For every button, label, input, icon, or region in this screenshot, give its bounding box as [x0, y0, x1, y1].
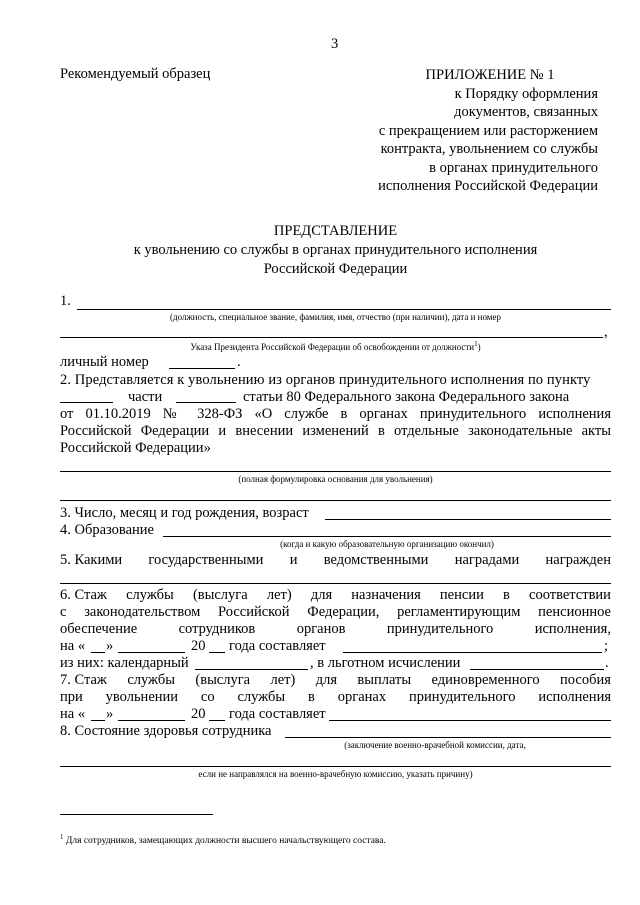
item1-field2[interactable] — [60, 337, 603, 338]
item6-year-suffix: года составляет — [229, 638, 326, 654]
item6-preferential-label: , в льготном исчислении — [310, 655, 461, 671]
title-main: ПРЕДСТАВЛЕНИЕ — [273, 223, 398, 239]
footnote-marker: 1 — [60, 833, 64, 841]
footnote-text: Для сотрудников, замещающих должности высшего начальствующего состава. — [65, 836, 386, 847]
personal-number-label: личный номер — [60, 354, 149, 370]
item7-date-close: » — [106, 706, 114, 722]
item6-calendar-label: из них: календарный — [60, 655, 189, 671]
item2-part-field[interactable] — [176, 402, 236, 403]
item7-year-prefix: 20 — [191, 706, 206, 722]
item7-year-suffix: года составляет — [229, 706, 326, 722]
item6-period: . — [605, 655, 609, 671]
item5-line: 5. Какими государственными и ведомственными наградами награжден — [60, 552, 611, 568]
title-line2: Российской Федерации — [263, 261, 408, 277]
item8-caption1: (заключение военно-врачебной комиссии, дата, — [344, 740, 526, 750]
appendix-line: с прекращением или расторжением — [378, 122, 598, 139]
item5-field[interactable] — [60, 583, 611, 584]
item7-year-field[interactable] — [209, 720, 225, 721]
recommended-sample-label: Рекомендуемый образец — [60, 66, 211, 82]
item6-calendar-field[interactable] — [195, 669, 308, 670]
appendix-line: документов, связанных — [454, 104, 598, 120]
item2-article-text: статьи 80 Федерального закона Федерального закона — [243, 389, 570, 405]
item4-label: 4. Образование — [60, 522, 154, 538]
item7-month-field[interactable] — [118, 720, 185, 721]
item6-line1: 6. Стаж службы (выслуга лет) для назначения пенсии в соответствии — [60, 587, 611, 603]
item6-line2: с законодательством Российской Федерации, регламентирующим пенсионное — [60, 604, 611, 620]
item6-length-field[interactable] — [343, 652, 602, 653]
footnote-ref: 1 — [474, 340, 478, 348]
item1-comma: , — [604, 324, 608, 340]
appendix-line: исполнения Российской Федерации — [378, 178, 598, 194]
item6-month-field[interactable] — [118, 652, 185, 653]
item1-field1[interactable] — [77, 309, 611, 310]
item2-field2[interactable] — [60, 500, 611, 501]
item6-day-field[interactable] — [91, 652, 105, 653]
item8-label: 8. Состояние здоровья сотрудника — [60, 723, 272, 739]
item6-date-close: » — [106, 638, 114, 654]
item2-line1: 2. Представляется к увольнению из органов принудительного исполнения по пункту — [60, 372, 591, 388]
item6-line3: обеспечение сотрудников органов принудительного исполнения, — [60, 621, 611, 637]
footnote-separator — [60, 814, 213, 815]
item7-line2: при увольнении со службы в органах принудительного исполнения — [60, 689, 611, 705]
item1-number: 1. — [60, 293, 71, 309]
personal-number-field[interactable] — [169, 368, 235, 369]
item2-line4: Российской Федерации и внесении изменений в отдельные законодательные акты — [60, 423, 611, 439]
item4-field[interactable] — [163, 536, 611, 537]
personal-number-period: . — [237, 354, 241, 370]
appendix-line: контракта, увольнением со службы — [380, 141, 598, 157]
item7-line1: 7. Стаж службы (выслуга лет) для выплаты единовременного пособия — [60, 672, 611, 688]
item2-line3: от 01.10.2019 № 328-ФЗ «О службе в органах принудительного исполнения — [60, 406, 611, 422]
appendix-block — [340, 66, 598, 196]
item2-part-label: части — [128, 389, 163, 405]
item6-date-na: на « — [60, 638, 86, 654]
item1-caption1: (должность, специальное звание, фамилия, имя, отчество (при наличии), дата и номер — [170, 312, 501, 322]
appendix-line: к Порядку оформления — [454, 85, 598, 102]
item6-year-field[interactable] — [209, 652, 225, 653]
item7-date-na: на « — [60, 706, 86, 722]
page-number: 3 — [331, 36, 339, 52]
footnote — [60, 833, 386, 846]
appendix-line: в органах принудительного — [429, 159, 598, 176]
item7-length-field[interactable] — [329, 720, 611, 721]
document-title — [60, 222, 611, 279]
item6-preferential-field[interactable] — [470, 669, 604, 670]
item3-label: 3. Число, месяц и год рождения, возраст — [60, 505, 309, 521]
item4-caption: (когда и какую образовательную организацию окончил) — [280, 539, 494, 549]
item8-field2[interactable] — [60, 766, 611, 767]
item8-caption2: если не направлялся на военно-врачебную комиссию, указать причину) — [198, 769, 473, 779]
appendix-title: ПРИЛОЖЕНИЕ № 1 — [425, 67, 555, 83]
item2-caption: (полная формулировка основания для увольнения) — [238, 474, 433, 484]
item8-field[interactable] — [285, 737, 611, 738]
item6-semicolon: ; — [604, 638, 609, 654]
item6-year-prefix: 20 — [191, 638, 206, 654]
item7-day-field[interactable] — [91, 720, 105, 721]
title-line1: к увольнению со службы в органах принудительного исполнения — [133, 242, 538, 258]
item2-point-field[interactable] — [60, 402, 113, 403]
item2-field[interactable] — [60, 471, 611, 472]
item1-caption2: Указа Президента Российской Федерации об освобождении от должности$^1$) — [190, 340, 481, 352]
item2-line5: Российской Федерации» — [60, 440, 211, 456]
item3-field[interactable] — [325, 519, 611, 520]
